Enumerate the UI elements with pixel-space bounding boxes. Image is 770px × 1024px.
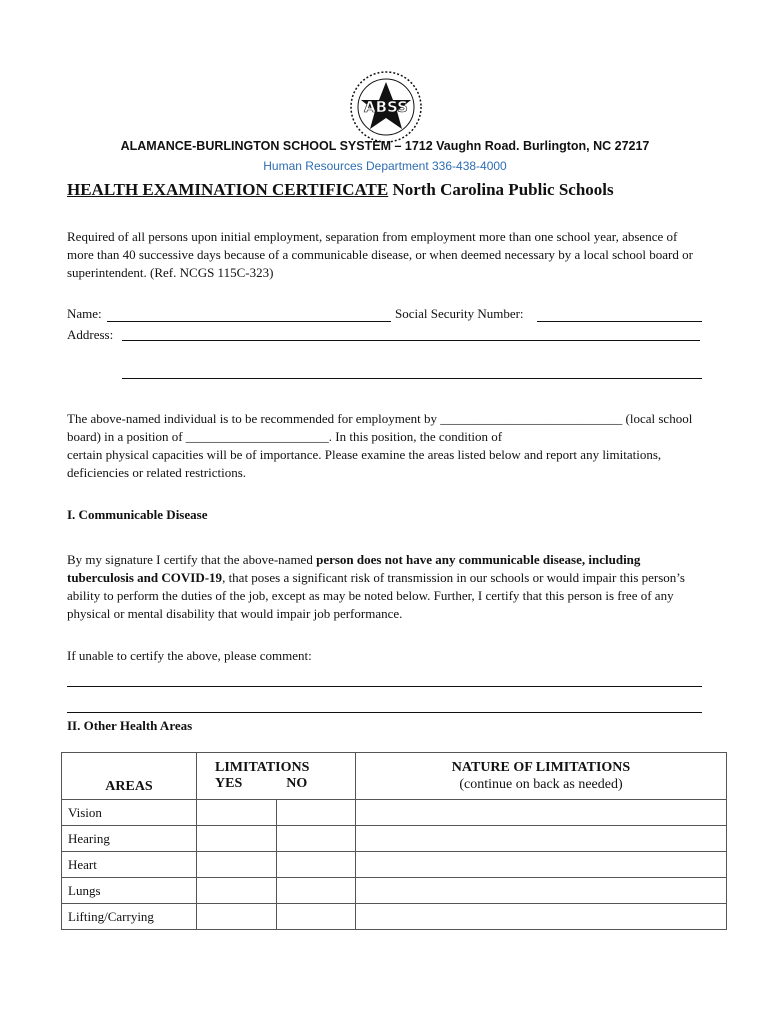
recommend-text-2: (local school board) in a position of: [67, 411, 693, 444]
ssn-input-line[interactable]: [537, 321, 702, 322]
heart-yes-cell[interactable]: [197, 852, 277, 878]
vision-no-cell[interactable]: [276, 800, 356, 826]
table-row: [62, 826, 727, 852]
lifting-no-cell[interactable]: [276, 904, 356, 930]
hearing-no-cell[interactable]: [276, 826, 356, 852]
lungs-nature-cell[interactable]: [356, 878, 727, 904]
yes-label: YES: [215, 776, 243, 791]
name-input-line[interactable]: [107, 321, 391, 322]
heart-nature-cell[interactable]: [356, 852, 727, 878]
position-blank[interactable]: ______________________: [185, 429, 329, 444]
hr-department-line: Human Resources Department 336-438-4000: [263, 159, 507, 173]
intro-paragraph: Required of all persons upon initial employment, separation from employment more than one school year, absence of more than 40 successive days because of a communicable disease, or when deemed necessary by a local school board or superintendent. (Ref. NCGS 115C-323): [67, 229, 693, 280]
form-title: [67, 180, 614, 200]
address-input-line-2[interactable]: [122, 378, 702, 379]
logo-text: ABSS: [364, 98, 408, 116]
limitations-label: LIMITATIONS: [215, 760, 310, 775]
area-lungs: Lungs: [62, 878, 197, 904]
col-limitations-header: [197, 753, 356, 800]
lungs-no-cell[interactable]: [276, 878, 356, 904]
table-row: [62, 904, 727, 930]
recommend-text-4: certain physical capacities will be of importance. Please examine the areas listed below and report any limitations, deficiencies or related restrictions.: [67, 447, 662, 480]
form-title-main: HEALTH EXAMINATION CERTIFICATE: [67, 180, 389, 199]
table-header-row: [62, 753, 727, 800]
health-areas-table: [61, 752, 727, 930]
table-row: [62, 852, 727, 878]
cert-text-bold: person does not have any communicable disease, including tuberculosis and COVID-19: [67, 552, 641, 585]
abss-logo: [349, 70, 423, 144]
comment-line-2[interactable]: [67, 712, 702, 713]
school-board-blank[interactable]: ____________________________: [440, 411, 623, 426]
vision-yes-cell[interactable]: [197, 800, 277, 826]
col-areas-header: AREAS: [62, 753, 197, 800]
address-label: Address:: [67, 327, 114, 342]
lifting-yes-cell[interactable]: [197, 904, 277, 930]
table-row: [62, 878, 727, 904]
school-seal-icon: [349, 70, 423, 144]
comment-line-1[interactable]: [67, 686, 702, 687]
section-2-heading: II. Other Health Areas: [67, 718, 193, 733]
recommend-text-3: . In this position, the condition of: [328, 429, 503, 444]
comment-prompt: If unable to certify the above, please comment:: [67, 648, 312, 663]
heart-no-cell[interactable]: [276, 852, 356, 878]
recommendation-paragraph: [67, 410, 707, 482]
area-heart: Heart: [62, 852, 197, 878]
nature-sublabel: (continue on back as needed): [459, 777, 623, 792]
area-lifting-carrying: Lifting/Carrying: [62, 904, 197, 930]
lifting-nature-cell[interactable]: [356, 904, 727, 930]
col-nature-header: [356, 753, 727, 800]
lungs-yes-cell[interactable]: [197, 878, 277, 904]
area-hearing: Hearing: [62, 826, 197, 852]
section-1-heading: I. Communicable Disease: [67, 507, 208, 522]
hearing-nature-cell[interactable]: [356, 826, 727, 852]
address-input-line-1[interactable]: [122, 340, 700, 341]
form-title-rest: North Carolina Public Schools: [388, 180, 614, 199]
no-label: NO: [286, 776, 308, 791]
area-vision: Vision: [62, 800, 197, 826]
vision-nature-cell[interactable]: [356, 800, 727, 826]
certification-paragraph: [67, 551, 707, 623]
cert-text-b: , that poses a significant risk of transmission in our schools or would impair this person’s ability to perform the duties of the job, except as may be noted below. Further, I certify that this person is free of any physical or mental disability that would impair job performance.: [67, 570, 685, 621]
nature-label: NATURE OF LIMITATIONS: [451, 760, 631, 775]
recommend-text-1: The above-named individual is to be recommended for employment by: [67, 411, 441, 426]
table-row: [62, 800, 727, 826]
name-label: Name:: [67, 306, 102, 321]
org-address-line: ALAMANCE-BURLINGTON SCHOOL SYSTEM – 1712 Vaughn Road. Burlington, NC 27217: [120, 139, 650, 153]
cert-text-a: By my signature I certify that the above-named: [67, 552, 317, 567]
ssn-label: Social Security Number:: [395, 306, 524, 321]
hearing-yes-cell[interactable]: [197, 826, 277, 852]
